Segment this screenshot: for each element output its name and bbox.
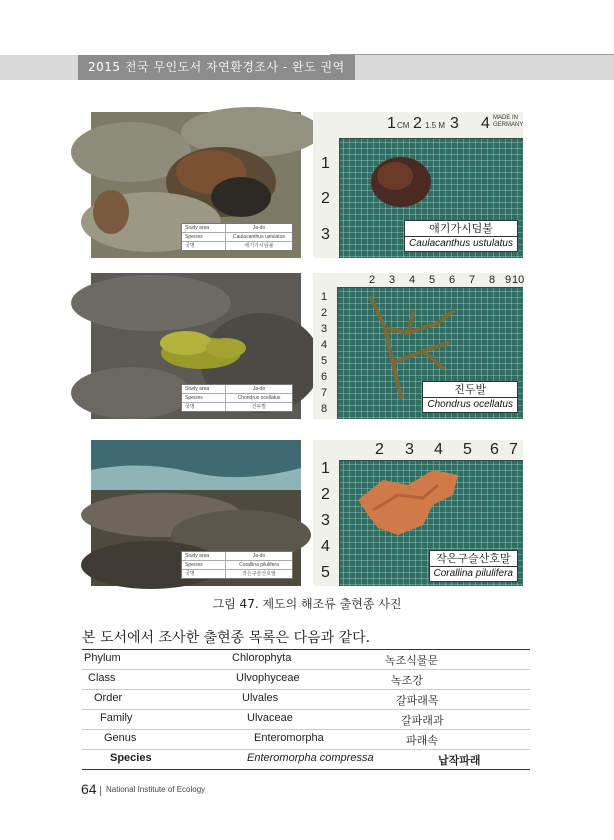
taxon-name-cell: Ulvales [242, 692, 279, 704]
taxon-name-cell: Enteromorpha [254, 732, 324, 744]
taxon-name-cell: Ulvaceae [247, 712, 293, 724]
taxonomy-table [82, 649, 530, 770]
species-label-box [404, 220, 518, 252]
korean-name-cell: 녹조강 [391, 675, 423, 687]
table-row [82, 710, 530, 730]
species-korean-name: 애기가시덤불 [405, 221, 517, 237]
table-row [82, 730, 530, 750]
species-scientific-name: Chondrus ocellatus [427, 399, 513, 410]
footer-divider [100, 786, 101, 796]
korean-name-cell: 파래속 [406, 735, 438, 747]
ruler-left: 1 2 3 [313, 138, 340, 258]
rank-cell: Phylum [84, 652, 121, 664]
rank-cell: Species [110, 752, 152, 764]
korean-name-cell: 갈파래과 [401, 715, 444, 727]
table-row [82, 670, 530, 690]
korean-name-cell: 납작파래 [438, 755, 481, 767]
species-korean-name: 진두발 [423, 382, 517, 398]
species-label-box [422, 381, 518, 413]
korean-name-cell: 갈파래목 [396, 695, 439, 707]
taxon-name-cell: Enteromorpha compressa [247, 752, 374, 764]
page-number: 64 [81, 781, 97, 797]
table-row [82, 650, 530, 670]
ruler-left: 1 2 3 4 5 6 7 8 [313, 287, 338, 419]
publisher-name: National Institute of Ecology [106, 785, 206, 794]
rank-cell: Family [100, 712, 133, 724]
field-info-card: Study area Ja-do Species Caulacanthus ustulatus 국명 애기가시덤불 [181, 223, 293, 251]
ruler-left: 1 2 3 4 5 [313, 460, 340, 586]
species-scientific-name: Caulacanthus ustulatus [409, 238, 513, 249]
rank-cell: Order [94, 692, 123, 704]
korean-name-cell: 녹조식물문 [385, 655, 439, 667]
field-info-card: Study area Ja-do Species Corallina pilulifera 국명 작은구슬산호말 [181, 551, 293, 579]
field-photo-caulacanthus [91, 112, 301, 258]
field-info-card: Study area Ja-do Species Chondrus ocellatus 국명 진두발 [181, 384, 293, 412]
species-scientific-name: Corallina pilulifera [433, 568, 513, 579]
ruler-top: 2 3 4 5 6 7 8 9 10 [313, 273, 523, 288]
running-header-title: 2015 전국 무인도서 자연환경조사 - 완도 권역 [78, 55, 355, 80]
ruler-top: CM 1 2 1.5 M 3 4 MADE IN GERMANY [313, 112, 523, 139]
taxon-name-cell: Ulvophyceae [236, 672, 300, 684]
ruler-top: 2 3 4 5 6 7 [313, 440, 523, 461]
species-korean-name: 작은구슬산호말 [430, 551, 517, 567]
species-label-box [429, 550, 518, 582]
table-row [82, 690, 530, 710]
rank-cell: Class [88, 672, 116, 684]
table-row [82, 750, 530, 770]
intro-text: 본 도서에서 조사한 출현종 목록은 다음과 같다. [82, 630, 371, 646]
specimen-photo-chondrus [313, 273, 523, 419]
specimen-photo-caulacanthus [313, 112, 523, 258]
field-photo-chondrus [91, 273, 301, 419]
specimen-photo-corallina [313, 440, 523, 586]
taxon-name-cell: Chlorophyta [232, 652, 292, 664]
rank-cell: Genus [104, 732, 137, 744]
figure-caption: 그림 47. 제도의 해조류 출현종 사진 [212, 597, 402, 611]
field-photo-corallina [91, 440, 301, 586]
